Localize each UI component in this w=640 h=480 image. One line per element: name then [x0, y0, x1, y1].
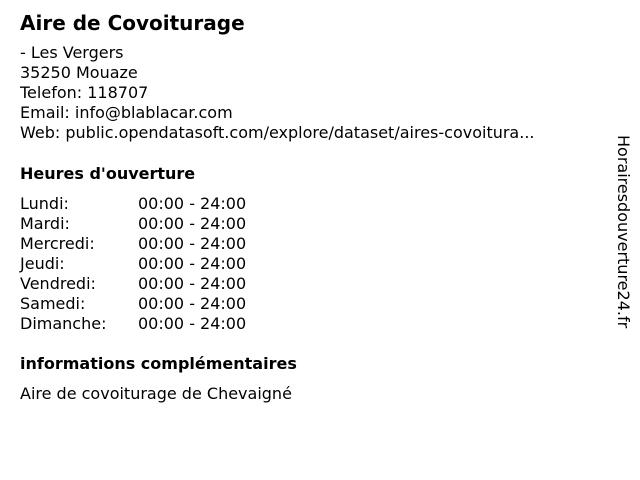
hours-row-friday	[20, 274, 280, 294]
hours-row-sunday	[20, 314, 280, 334]
phone-line: Telefon: 118707	[20, 83, 149, 102]
web-line: Web: public.opendatasoft.com/explore/dataset/aires-covoitura...	[20, 123, 535, 142]
hours-heading: Heures d'ouverture	[20, 164, 196, 183]
day-label: Mercredi:	[20, 234, 95, 253]
site-watermark: Horairesdouverture24.fr	[614, 135, 633, 329]
hours-table	[20, 194, 280, 334]
time-range: 00:00 - 24:00	[138, 274, 247, 293]
time-range: 00:00 - 24:00	[138, 314, 247, 333]
email-line: Email: info@blablacar.com	[20, 103, 233, 122]
day-label: Jeudi:	[20, 254, 65, 273]
time-range: 00:00 - 24:00	[138, 214, 247, 233]
time-range: 00:00 - 24:00	[138, 194, 247, 213]
hours-row-tuesday	[20, 214, 280, 234]
time-range: 00:00 - 24:00	[138, 234, 247, 253]
address-block	[20, 43, 535, 143]
hours-row-thursday	[20, 254, 280, 274]
day-label: Vendredi:	[20, 274, 96, 293]
address-street: - Les Vergers	[20, 43, 124, 62]
day-label: Samedi:	[20, 294, 86, 313]
address-city: 35250 Mouaze	[20, 63, 138, 82]
day-label: Mardi:	[20, 214, 70, 233]
day-label: Lundi:	[20, 194, 69, 213]
hours-row-wednesday	[20, 234, 280, 254]
hours-row-saturday	[20, 294, 280, 314]
info-heading: informations complémentaires	[20, 354, 297, 373]
page-title: Aire de Covoiturage	[20, 11, 245, 35]
time-range: 00:00 - 24:00	[138, 254, 247, 273]
day-label: Dimanche:	[20, 314, 107, 333]
info-text: Aire de covoiturage de Chevaigné	[20, 384, 292, 403]
hours-row-monday	[20, 194, 280, 214]
time-range: 00:00 - 24:00	[138, 294, 247, 313]
